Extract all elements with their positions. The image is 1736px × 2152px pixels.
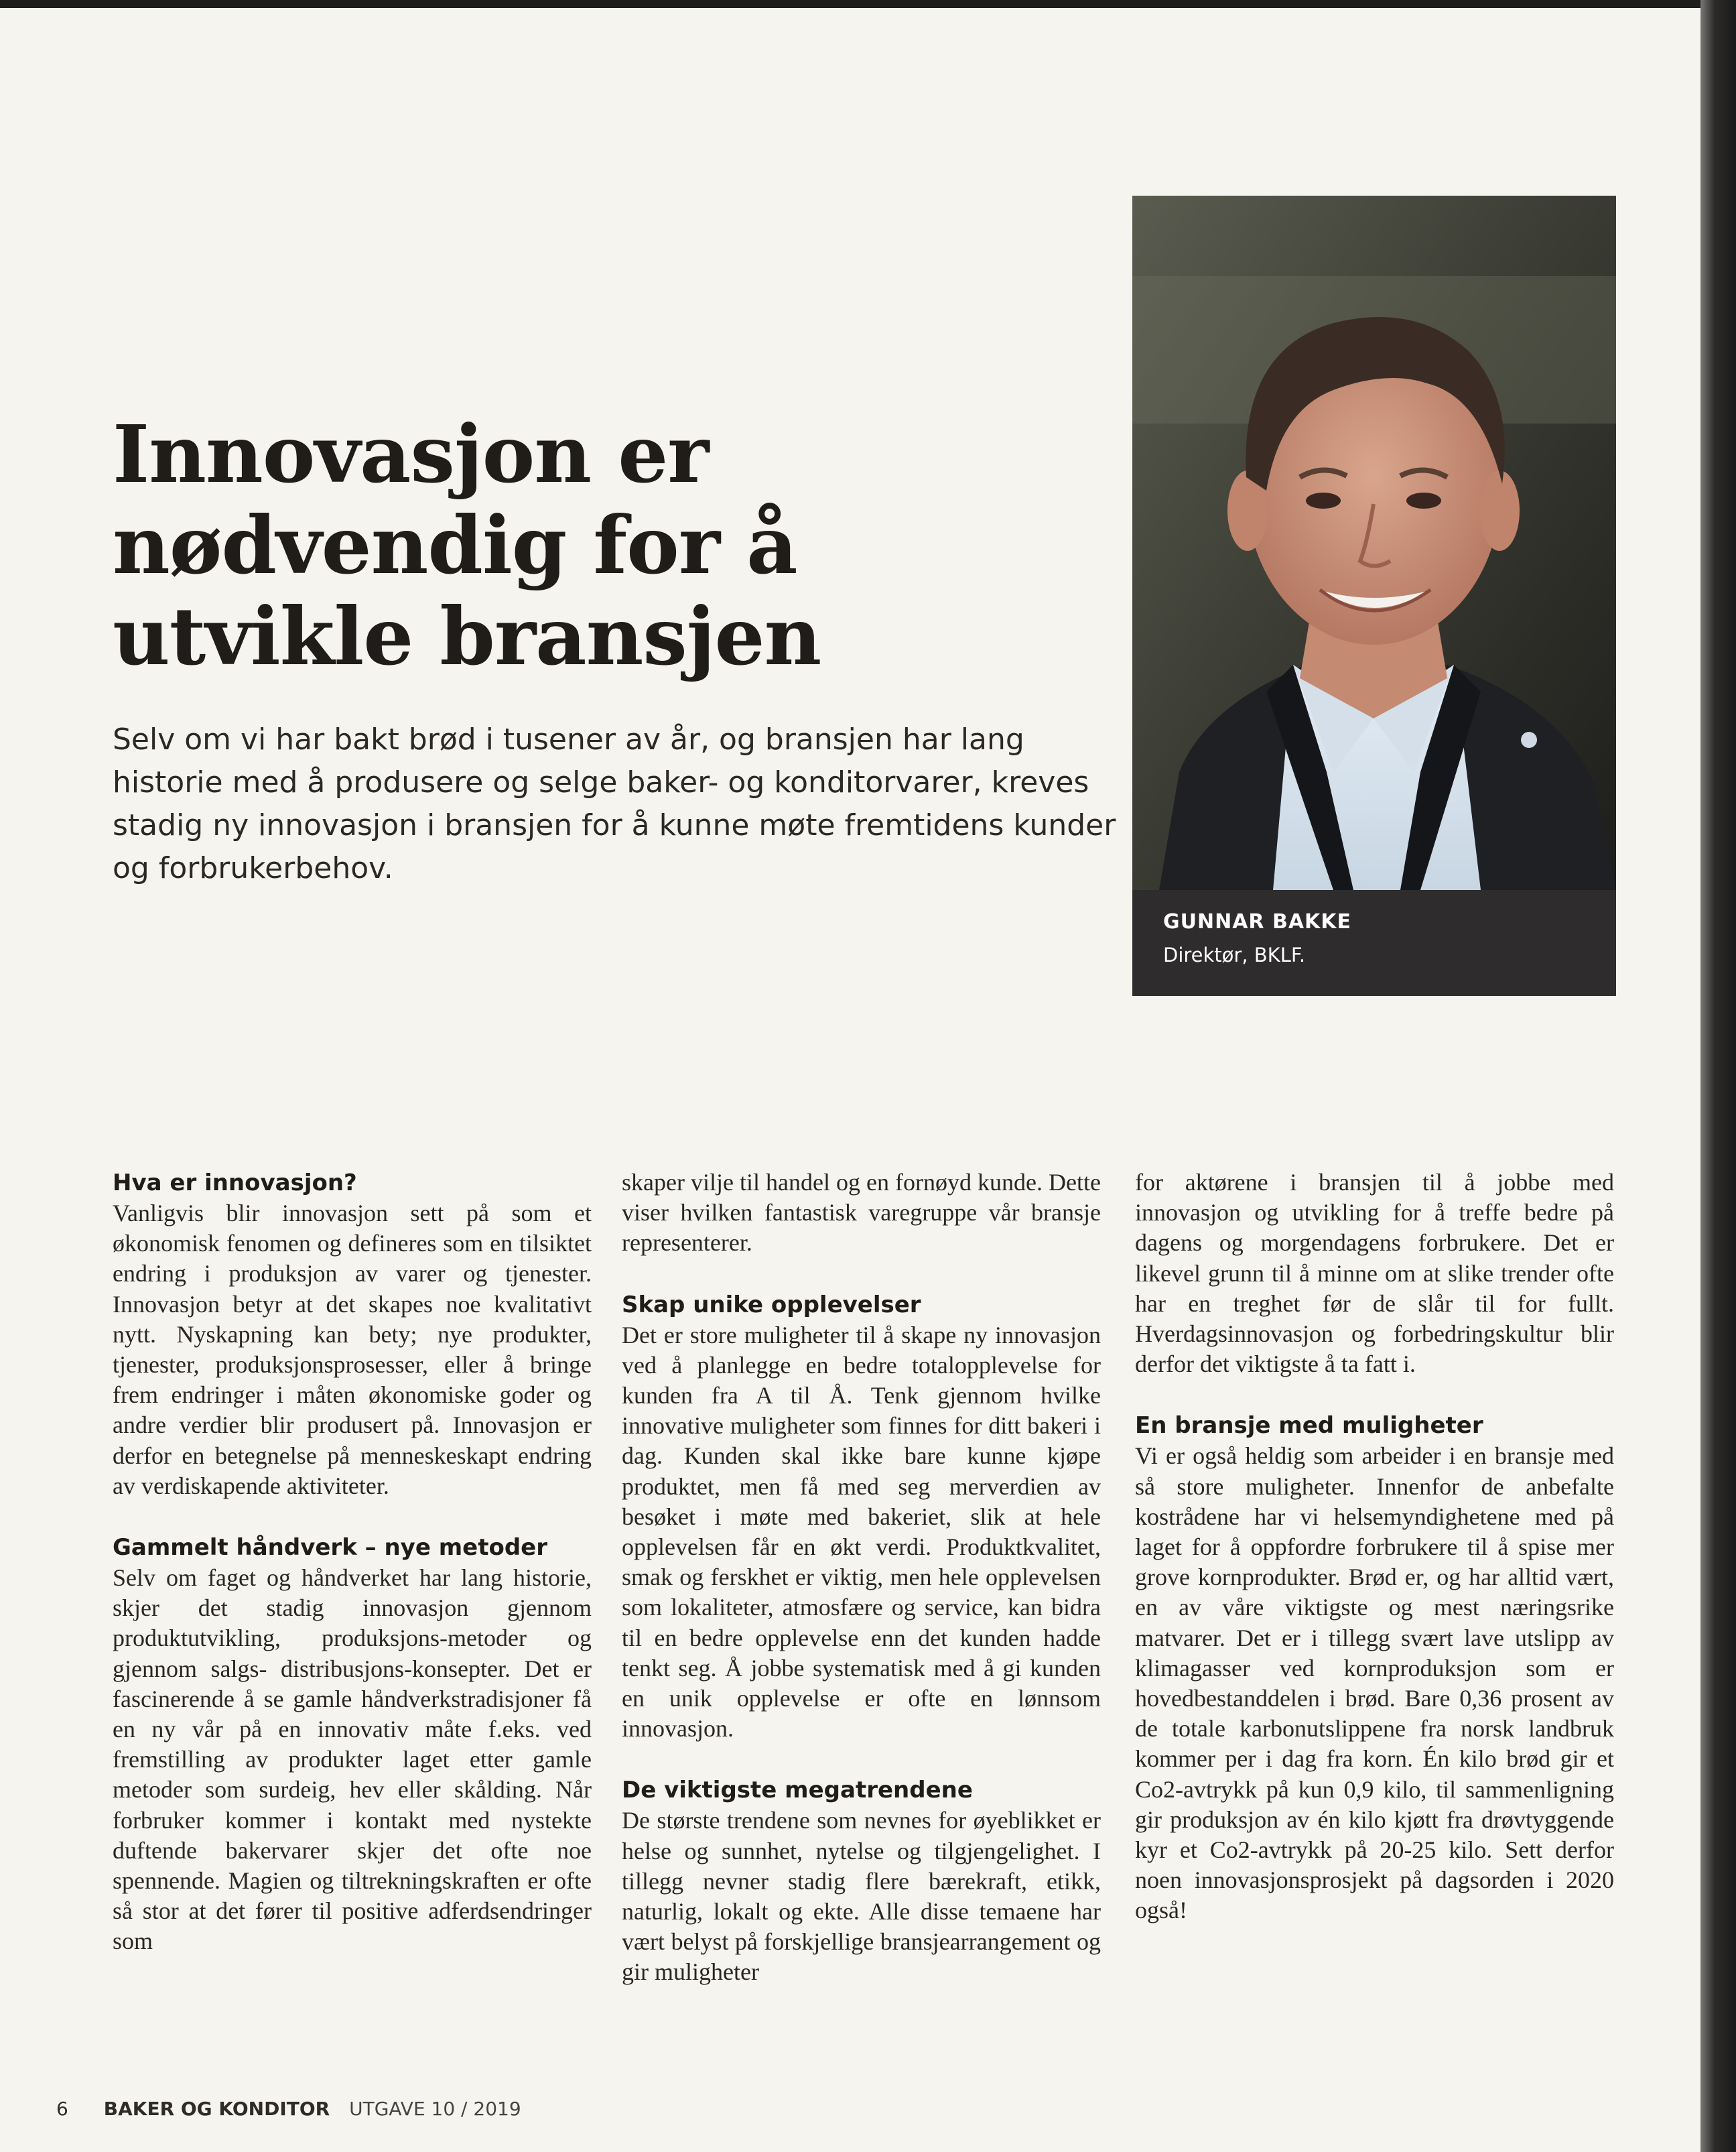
paragraph: for aktørene i bransjen til å jobbe med innovasjon og utvikling for å treffe bedre på dagens og morgendagens forbrukere. Det er likevel grunn til å minne om at slike trender ofte har en treghet før de slår til for fullt. Hverdagsinnovasjon og forbedringskultur blir derfor det viktigste å ta fatt i. — [1135, 1169, 1614, 1378]
subheading-en-bransje-med-muligheter: En bransje med muligheter — [1135, 1412, 1483, 1440]
paragraph: Det er store muligheter til å skape ny innovasjon ved å planlegge en bedre totalopplevelse for kunden fra A til Å. Tenk gjennom hvilke innovative muligheter som finnes for ditt bakeri i dag. Kunden skal ikke bare kunne kjøpe produktet, men få med seg merverdien av besøket i møte med bakeriet, slik at hele opplevelsen får en økt verdi. Produktkvalitet, smak og ferskhet er viktig, men hele opplevelsen som lokaliteter, atmosfære og service, kan bidra til en bedre opplevelse enn det kunden hadde tenkt seg. Å jobbe systematisk med å gi kunden en unik opplevelse er ofte en lønnsom innovasjon. — [622, 1321, 1101, 1743]
paragraph: De største trendene som nevnes for øyeblikket er helse og sunnhet, nytelse og tilgjengelighet. I tillegg nevner stadig flere bærekraft, etikk, naturlig, lokalt og ekte. Alle disse temaene har vært belyst på forskjellige bransjearrangement og gir muligheter — [622, 1807, 1101, 1986]
article-column-2 — [622, 1167, 1101, 1988]
paragraph: Selv om faget og håndverket har lang historie, skjer det stadig innovasjon gjennom produktutvikling, produksjons-metoder og gjennom salgs- distribusjons-konsepter. Det er fascinerende å se gamle håndverkstradisjoner få en ny vår på en innovativ måte f.eks. ved fremstilling av produkter laget etter gamle metoder som surdeig, hev eller skålding. Når forbruker kommer i kontakt med nystekte duftende bakervarer skjer det ofte noe spennende. Magien og tiltrekningskraften er ofte så stor at det fører til positive adferdsendringer som — [113, 1564, 592, 1955]
page-number: 6 — [56, 2098, 68, 2120]
page-footer — [56, 2098, 521, 2125]
top-edge-bar — [0, 0, 1736, 8]
paragraph: Vanligvis blir innovasjon sett på som et økonomisk fenomen og defineres som en tilsiktet endring i produksjon av varer og tjenester. Innovasjon betyr at det skapes noe kvalitativt nytt. Nyskapning kan bety; nye produkter, tjenester, produksjonsprosesser, eller å bringe frem endringer i måten økonomiske goder og andre verdier blir produsert på. Innovasjon er derfor en betegnelse på menneskeskapt endring av verdiskapende aktiviteter. — [113, 1200, 592, 1499]
article-headline: Innovasjon er nødvendig for å utvikle bransjen — [113, 407, 821, 683]
paragraph: Vi er også heldig som arbeider i en bransje med så store muligheter. Innenfor de anbefalte kostrådene har vi helsemyndighetene med på laget for å oppfordre forbrukere til å spise mer grove kornprodukter. Brød er, og har alltid vært, en av våre viktigste og mest næringsrike matvarer. Det er i tillegg svært lave utslipp av klimagasser ved kornproduksjon som er hovedbestanddelen i brød. Bare 0,36 prosent av de totale karbonutslippene fra norsk landbruk kommer per i dag fra korn. Én kilo brød gir et Co2-avtrykk på kun 0,9 kilo, til sammenligning gir produksjon av én kilo kjøtt fra drøvtyggende kyr et Co2-avtrykk på 20-25 kilo. Sett derfor noen innovasjonsprosjekt på dagsorden i 2020 også! — [1135, 1442, 1614, 1924]
subheading-megatrendene: De viktigste megatrendene — [622, 1777, 973, 1804]
portrait-caption — [1132, 890, 1616, 996]
article-lead: Selv om vi har bakt brød i tusener av år, og bransjen har lang historie med å produsere og selge baker- og konditorvarer, kreves stadig ny innovasjon i bransjen for å kunne møte fremtidens kunder og forbrukerbehov. — [113, 722, 1116, 885]
issue-label: UTGAVE 10 / 2019 — [349, 2098, 521, 2120]
magazine-name: BAKER OG KONDITOR — [103, 2098, 330, 2120]
portrait-photo — [1132, 196, 1616, 996]
article-column-3 — [1135, 1167, 1614, 1926]
subheading-gammelt-handverk: Gammelt håndverk – nye metoder — [113, 1534, 548, 1562]
subheading-hva-er-innovasjon: Hva er innovasjon? — [113, 1169, 357, 1196]
subheading-skap-unike-opplevelser: Skap unike opplevelser — [622, 1291, 921, 1318]
article-column-1 — [113, 1167, 592, 1957]
portrait-illustration — [1132, 196, 1616, 890]
paragraph: skaper vilje til handel og en fornøyd kunde. Dette viser hvilken fantastisk varegruppe vår bransje representerer. — [622, 1169, 1101, 1257]
page-spine-shadow — [1700, 0, 1736, 2152]
portrait-name: GUNNAR BAKKE — [1163, 910, 1352, 934]
portrait-role: Direktør, BKLF. — [1163, 944, 1306, 966]
